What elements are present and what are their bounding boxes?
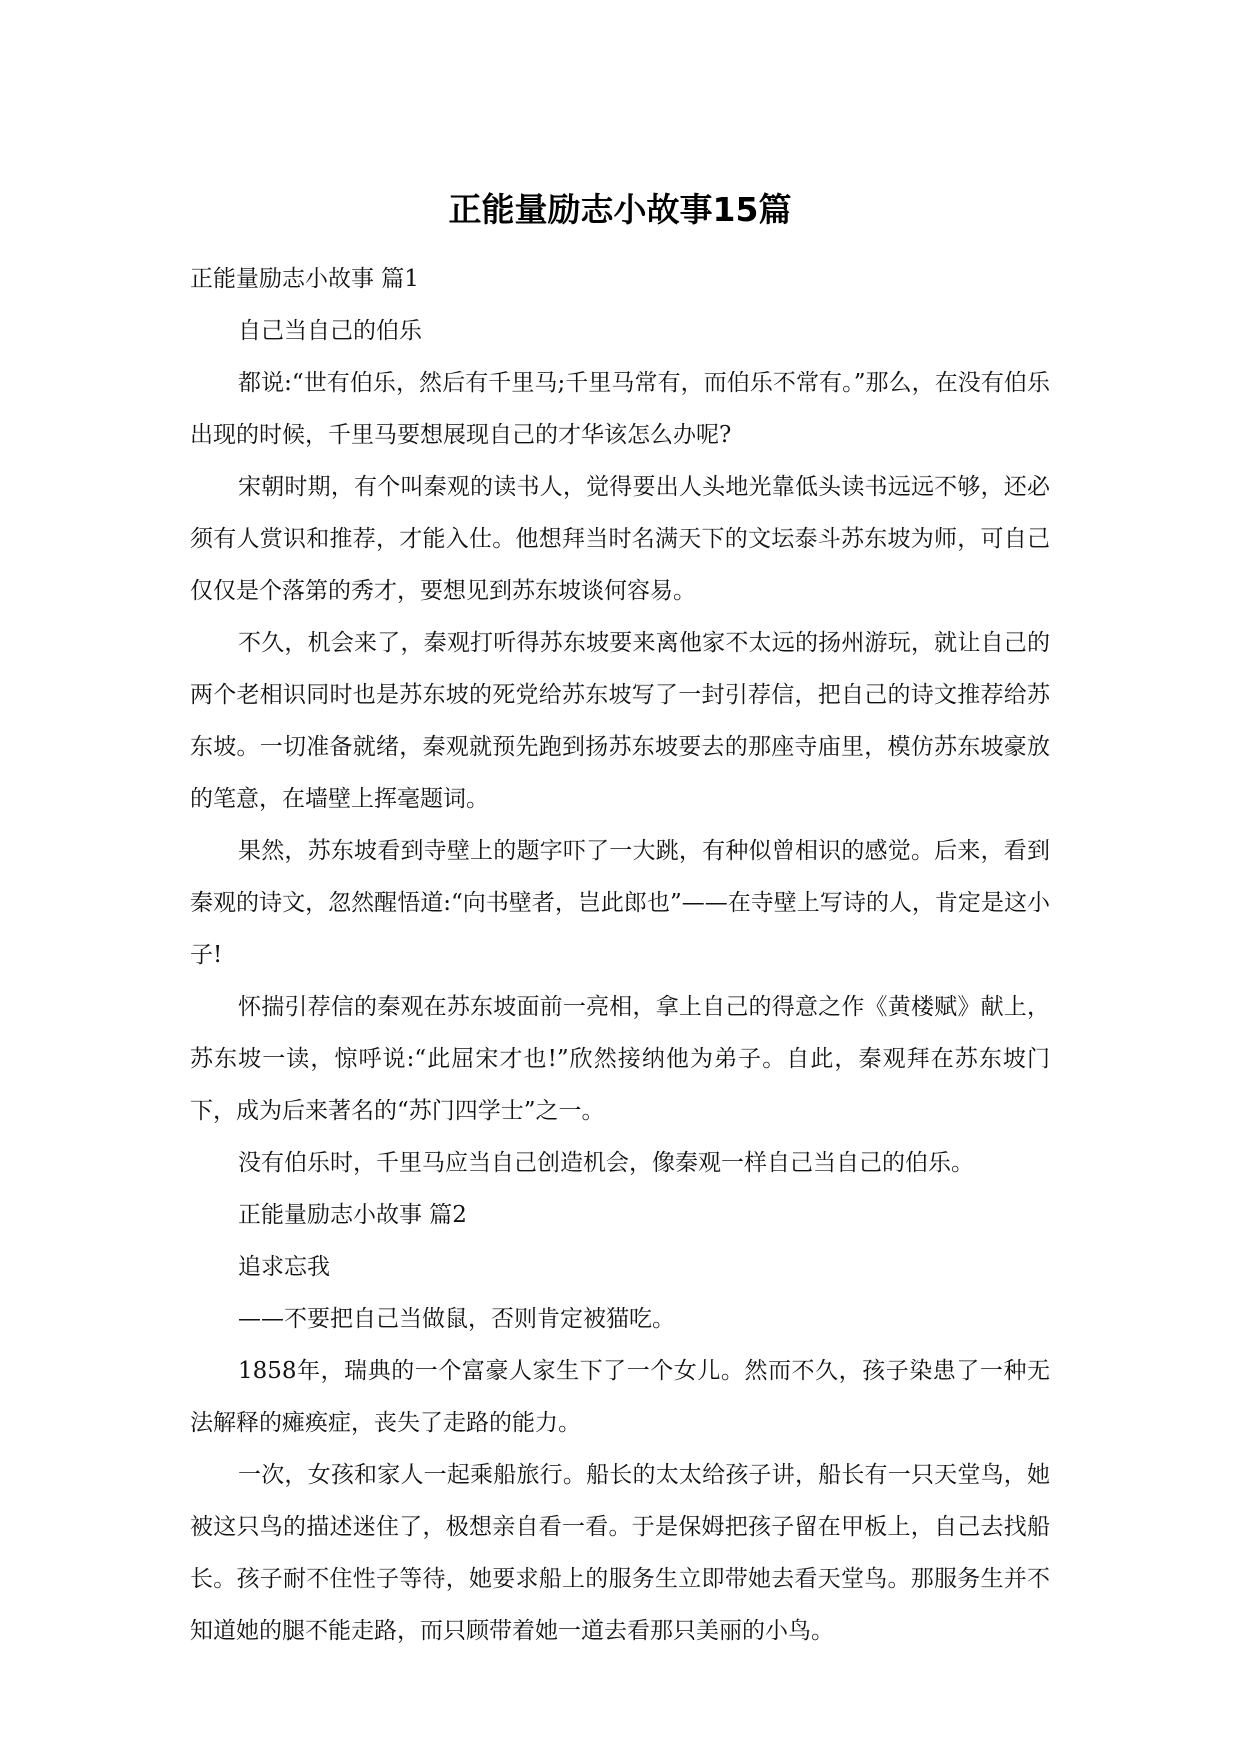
- paragraph: 一次，女孩和家人一起乘船旅行。船长的太太给孩子讲，船长有一只天堂鸟，她被这只鸟的描述迷住了，极想亲自看一看。于是保姆把孩子留在甲板上，自己去找船长。孩子耐不住性子等待，她要求船上的服务生立即带她去看天堂鸟。那服务生并不知道她的腿不能走路，而只顾带着她一道去看那只美丽的小鸟。: [190, 1462, 1050, 1644]
- paragraph: 怀揣引荐信的秦观在苏东坡面前一亮相，拿上自己的得意之作《黄楼赋》献上，苏东坡一读，惊呼说:“此屈宋才也!”欣然接纳他为弟子。自此，秦观拜在苏东坡门下，成为后来著名的“苏门四学士”之一。: [190, 994, 1050, 1124]
- document-body: [190, 253, 1050, 1657]
- paragraph: 没有伯乐时，千里马应当自己创造机会，像秦观一样自己当自己的伯乐。: [238, 1150, 974, 1176]
- paragraph: 宋朝时期，有个叫秦观的读书人，觉得要出人头地光靠低头读书远远不够，还必须有人赏识和推荐，才能入仕。他想拜当时名满天下的文坛泰斗苏东坡为师，可自己仅仅是个落第的秀才，要想见到苏东坡谈何容易。: [190, 474, 1050, 604]
- paragraph: 正能量励志小故事 篇1: [190, 266, 419, 292]
- paragraph: 追求忘我: [238, 1254, 330, 1280]
- paragraph: 正能量励志小故事 篇2: [238, 1202, 467, 1228]
- paragraph: 1858年，瑞典的一个富豪人家生下了一个女儿。然而不久，孩子染患了一种无法解释的瘫痪症，丧失了走路的能力。: [190, 1358, 1050, 1436]
- paragraph: ——不要把自己当做鼠，否则肯定被猫吃。: [238, 1306, 675, 1332]
- document-title: 正能量励志小故事15篇: [448, 190, 792, 229]
- paragraph: 不久，机会来了，秦观打听得苏东坡要来离他家不太远的扬州游玩，就让自己的两个老相识同时也是苏东坡的死党给苏东坡写了一封引荐信，把自己的诗文推荐给苏东坡。一切准备就绪，秦观就预先跑到扬苏东坡要去的那座寺庙里，模仿苏东坡豪放的笔意，在墙壁上挥毫题词。: [190, 630, 1050, 812]
- paragraph: 都说:“世有伯乐，然后有千里马;千里马常有，而伯乐不常有。”那么，在没有伯乐出现的时候，千里马要想展现自己的才华该怎么办呢?: [190, 370, 1050, 448]
- paragraph: 自己当自己的伯乐: [238, 318, 422, 344]
- paragraph: 果然，苏东坡看到寺壁上的题字吓了一大跳，有种似曾相识的感觉。后来，看到秦观的诗文，忽然醒悟道:“向书壁者，岂此郎也”——在寺壁上写诗的人，肯定是这小子!: [190, 838, 1050, 968]
